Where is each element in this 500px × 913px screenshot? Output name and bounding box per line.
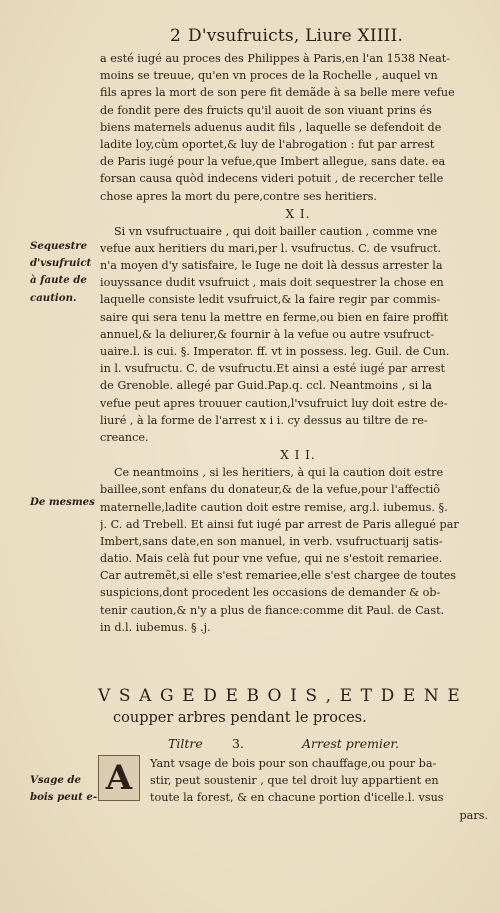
title-3-text: [150, 755, 488, 824]
margin-line: d'vsufruict: [30, 257, 92, 270]
margin-line: Vsage de: [30, 774, 81, 786]
text-line: laquelle consiste ledit vsufruict,& la faire regir par commis-: [100, 293, 441, 307]
text-line: biens maternels aduenus audit fils , laquelle se defendoit de: [100, 120, 442, 134]
text-line: stir, peut soustenir , que tel droit luy appartient en: [150, 774, 439, 788]
margin-line: à faute de: [30, 274, 87, 287]
text-line: creance.: [100, 430, 149, 444]
title-3-subheading: coupper arbres pendant le proces.: [113, 710, 367, 726]
text-line: pars.: [459, 808, 488, 822]
section-heading-xii: X I I.: [280, 448, 316, 463]
text-line: vefue peut apres trouuer caution,l'vsufruict luy doit estre de-: [100, 396, 448, 410]
main-text: [100, 50, 496, 636]
text-line: n'a moyen d'y satisfaire, le Iuge ne doit là dessus arrester la: [100, 259, 443, 273]
text-line: saire qui sera tenu la mettre en ferme,ou bien en faire proffit: [100, 310, 449, 324]
margin-line: De mesmes: [30, 496, 95, 508]
page-number: 2: [170, 26, 182, 46]
tiltre-number: 3.: [232, 736, 244, 751]
margin-line: Sequestre: [30, 240, 88, 252]
margin-note-sequestre: [30, 238, 98, 307]
text-line: maternelle,ladite caution doit estre remise, arg.l. iubemus. §.: [100, 500, 448, 514]
text-line: Si vn vsufructuaire , qui doit bailler caution , comme vne: [114, 224, 438, 238]
text-line: ladite loy,cùm oportet,& luy de l'abrogation : fut par arrest: [100, 137, 435, 151]
text-line: uaire.l. is cui. §. Imperator. ff. vt in possess. leg. Guil. de Cun.: [100, 345, 450, 358]
arrest-label: Arrest premier.: [302, 736, 399, 751]
text-line: Yant vsage de bois pour son chauffage,ou pour ba-: [150, 757, 437, 770]
text-line: Ce neantmoins , si les heritiers, à qui la caution doit estre: [114, 466, 444, 480]
text-line: Imbert,sans date,en son manuel, in verb. vsufructuarij satis-: [100, 534, 443, 548]
tiltre-label: Tiltre: [168, 736, 203, 751]
title-3-heading: V S A G E D E B O I S , E T D E N E: [98, 686, 462, 706]
drop-cap-ornament: [98, 755, 140, 801]
text-line: toute la forest, & en chacune portion d'icelle.l. vsus: [150, 791, 444, 805]
text-line: de Paris iugé pour la vefue,que Imbert allegue, sans date. ea: [100, 155, 446, 169]
margin-line: bois peut e-: [30, 791, 98, 804]
text-line: forsan causa quòd indecens videri potuit , de recercher telle: [100, 172, 444, 186]
margin-note-vsage: [30, 772, 98, 806]
text-line: chose apres la mort du pere,contre ses heritiers.: [100, 189, 377, 203]
text-line: iouyssance dudit vsufruict , mais doit sequestrer la chose en: [100, 276, 444, 290]
text-line: tenir caution,& n'y a plus de fiance:comme dit Paul. de Cast.: [100, 603, 445, 617]
text-line: datio. Mais celà fut pour vne vefue, qui ne s'estoit remariee.: [100, 552, 443, 566]
text-line: suspicions,dont procedent les occasions de demander & ob-: [100, 586, 441, 600]
text-line: liuré , à la forme de l'arrest x i i. cy dessus au tiltre de re-: [100, 413, 428, 427]
text-line: in l. vsufructu. C. de vsufructu.Et ainsi a esté iugé par arrest: [100, 362, 446, 376]
text-line: in d.l. iubemus. § .j.: [100, 620, 211, 634]
text-line: a esté iugé au proces des Philippes à Paris,en l'an 1538 Neat-: [100, 52, 451, 65]
text-line: de fondit pere des fruicts qu'il auoit de son viuant prins és: [100, 103, 432, 117]
drop-cap-letter: A: [105, 758, 133, 798]
text-line: Car autremẽt,si elle s'est remariee,elle s'est chargee de toutes: [100, 569, 457, 583]
margin-note-de-mesmes: [30, 494, 98, 511]
text-line: fils apres la mort de son pere fit demãde à sa belle mere vefue: [100, 86, 455, 100]
running-header: [0, 26, 500, 48]
text-line: de Grenoble. allegé par Guid.Pap.q. ccl. Neantmoins , si la: [100, 379, 432, 393]
text-line: baillee,sont enfans du donateur,& de la vefue,pour l'affectiõ: [100, 483, 441, 497]
text-line: annuel,& la deliurer,& fournir à la vefue ou autre vsufruct-: [100, 327, 435, 341]
running-title: D'vsufruicts, Liure XIIII.: [188, 26, 404, 46]
section-heading-xi: X I.: [285, 206, 311, 221]
margin-line: caution.: [30, 291, 77, 304]
text-line: j. C. ad Trebell. Et ainsi fut iugé par arrest de Paris allegué par: [100, 517, 459, 531]
text-line: vefue aux heritiers du mari,per l. vsufructus. C. de vsufruct.: [100, 241, 442, 255]
text-line: moins se treuue, qu'en vn proces de la Rochelle , auquel vn: [100, 69, 438, 83]
